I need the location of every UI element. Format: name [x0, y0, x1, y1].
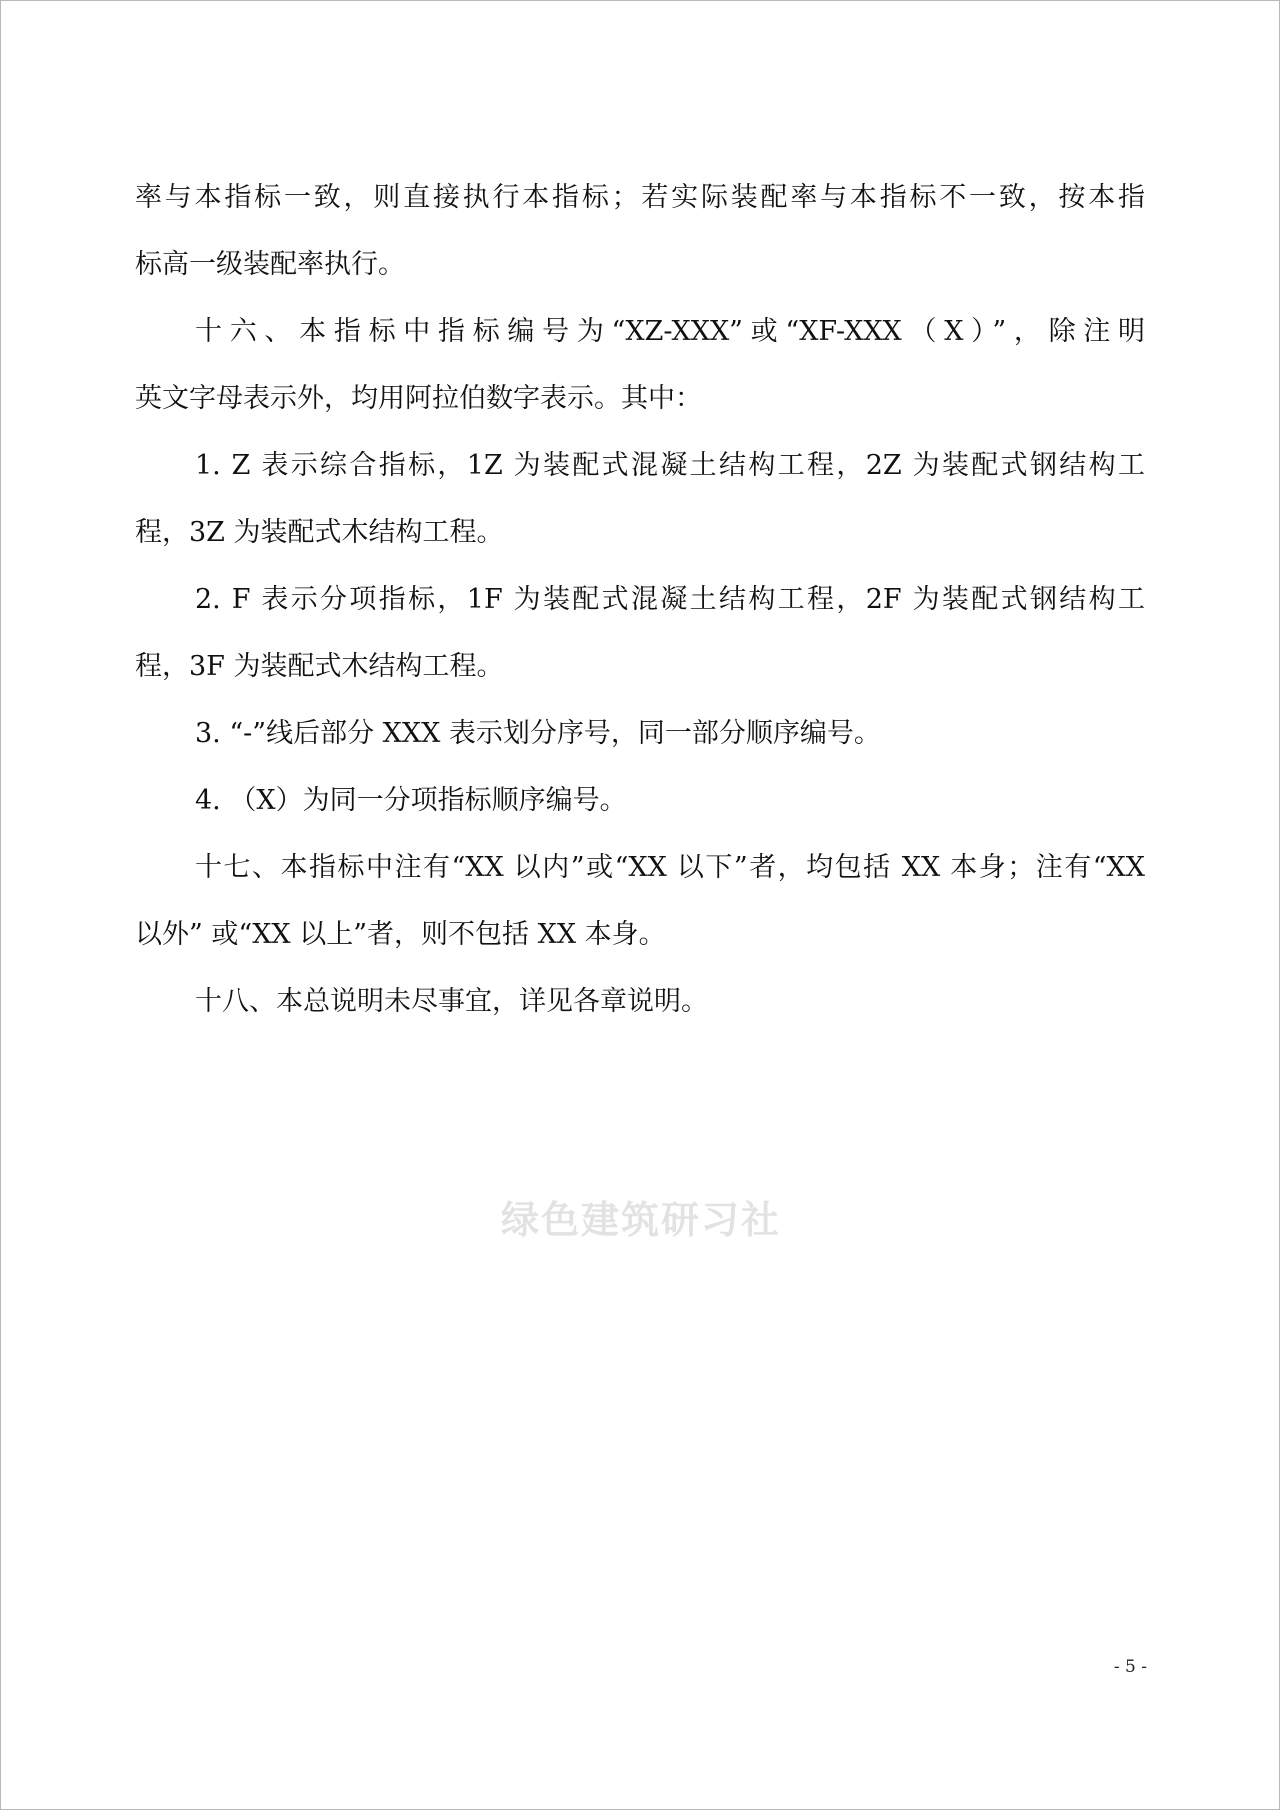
text-line: 以外” 或“XX 以上”者，则不包括 XX 本身。 — [135, 919, 666, 950]
page-number: - 5 - — [1113, 1657, 1147, 1677]
text-line: 率与本指标一致，则直接执行本指标；若实际装配率与本指标不一致，按本指 — [135, 182, 1145, 213]
text-line: 1. Z 表示综合指标，1Z 为装配式混凝土结构工程，2Z 为装配式钢结构工 — [195, 450, 1145, 481]
text-line: 4. （X）为同一分项指标顺序编号。 — [195, 785, 627, 816]
text-line: 标高一级装配率执行。 — [135, 249, 405, 280]
text-line: 英文字母表示外，均用阿拉伯数字表示。其中： — [135, 383, 702, 414]
text-line: 程，3F 为装配式木结构工程。 — [135, 651, 504, 682]
body-text — [135, 164, 1145, 1035]
watermark: 绿色建筑研习社 — [500, 1197, 781, 1242]
text-line: 十六、本指标中指标编号为“XZ-XXX”或“XF-XXX（X）”，除注明 — [195, 316, 1145, 347]
text-line: 3. “-”线后部分 XXX 表示划分序号，同一部分顺序编号。 — [195, 718, 881, 749]
text-line: 十七、本指标中注有“XX 以内”或“XX 以下”者，均包括 XX 本身；注有“XX — [195, 852, 1145, 883]
text-line: 2. F 表示分项指标，1F 为装配式混凝土结构工程，2F 为装配式钢结构工 — [195, 584, 1145, 615]
text-line: 程，3Z 为装配式木结构工程。 — [135, 517, 504, 548]
text-line: 十八、本总说明未尽事宜，详见各章说明。 — [195, 986, 708, 1017]
